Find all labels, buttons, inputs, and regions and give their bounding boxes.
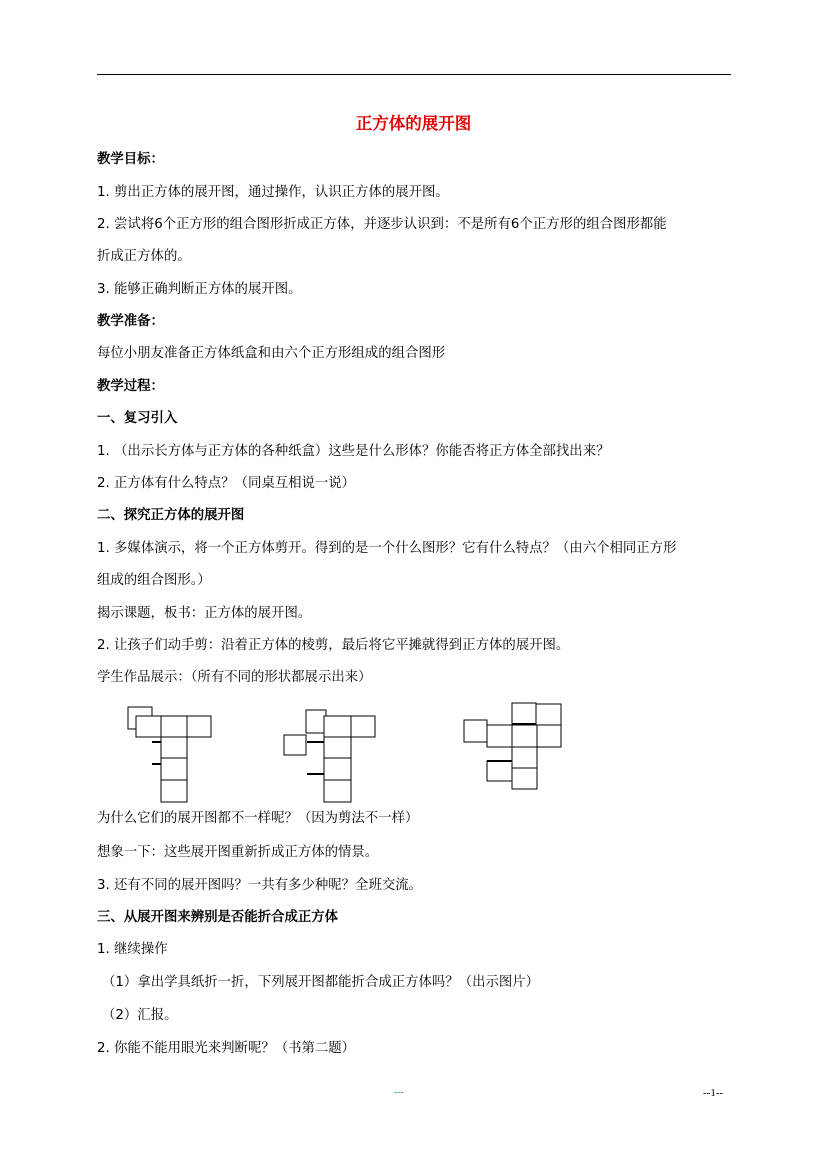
cube-net-figure-1 — [127, 698, 217, 806]
section-2-showcase: 学生作品展示：（所有不同的形状都展示出来） — [97, 670, 372, 685]
section-2-item-1: 1. 多媒体演示，将一个正方体剪开。得到的是一个什么图形？它有什么特点？（由六个相同正方形 — [97, 541, 677, 556]
section-3-sub-2: （2）汇报。 — [102, 1008, 178, 1023]
section-1-item-1: 1. （出示长方体与正方体的各种纸盒）这些是什么形体？你能否将正方体全部找出来？ — [97, 444, 610, 459]
section-2-question: 为什么它们的展开图都不一样呢？（因为剪法不一样） — [97, 811, 419, 826]
document-title: 正方体的展开图 — [355, 114, 472, 133]
preparation-text: 每位小朋友准备正方体纸盒和由六个正方形组成的组合图形 — [97, 346, 446, 361]
section-3-sub-1: （1）拿出学具纸折一折，下列展开图都能折合成正方体吗？（出示图片） — [102, 975, 540, 990]
section-2-item-3: 3. 还有不同的展开图吗？一共有多少种呢？全班交流。 — [97, 878, 423, 893]
heading-process: 教学过程： — [97, 379, 164, 394]
page-number: --1-- — [703, 1087, 724, 1099]
objective-2-cont: 折成正方体的。 — [97, 249, 191, 264]
heading-preparation: 教学准备： — [97, 314, 164, 329]
section-3-item-2: 2. 你能不能用眼光来判断呢？（书第二题） — [97, 1041, 356, 1056]
cube-net-figure-2 — [283, 698, 379, 806]
section-2-imagine: 想象一下：这些展开图重新折成正方体的情景。 — [97, 845, 379, 860]
section-3-heading: 三、从展开图来辨别是否能折合成正方体 — [97, 910, 339, 925]
objective-2: 2. 尝试将6个正方形的组合图形折成正方体，并逐步认识到：不是所有6个正方形的组合图形都能 — [97, 217, 667, 232]
section-1-heading: 一、复习引入 — [97, 411, 178, 426]
cube-net-figure-3 — [463, 698, 567, 794]
heading-objectives: 教学目标： — [97, 152, 164, 167]
section-2-item-1-cont: 组成的组合图形。） — [97, 573, 211, 588]
section-3-item-1: 1. 继续操作 — [97, 942, 168, 957]
section-2-topic: 揭示课题，板书：正方体的展开图。 — [97, 606, 312, 621]
section-1-item-2: 2. 正方体有什么特点？（同桌互相说一说） — [97, 476, 356, 491]
objective-3: 3. 能够正确判断正方体的展开图。 — [97, 282, 302, 297]
footer-center-mark: --- — [394, 1087, 404, 1098]
objective-1: 1. 剪出正方体的展开图，通过操作，认识正方体的展开图。 — [97, 185, 449, 200]
header-rule — [97, 74, 731, 75]
section-2-item-2: 2. 让孩子们动手剪：沿着正方体的棱剪，最后将它平摊就得到正方体的展开图。 — [97, 638, 570, 653]
section-2-heading: 二、探究正方体的展开图 — [97, 508, 245, 523]
